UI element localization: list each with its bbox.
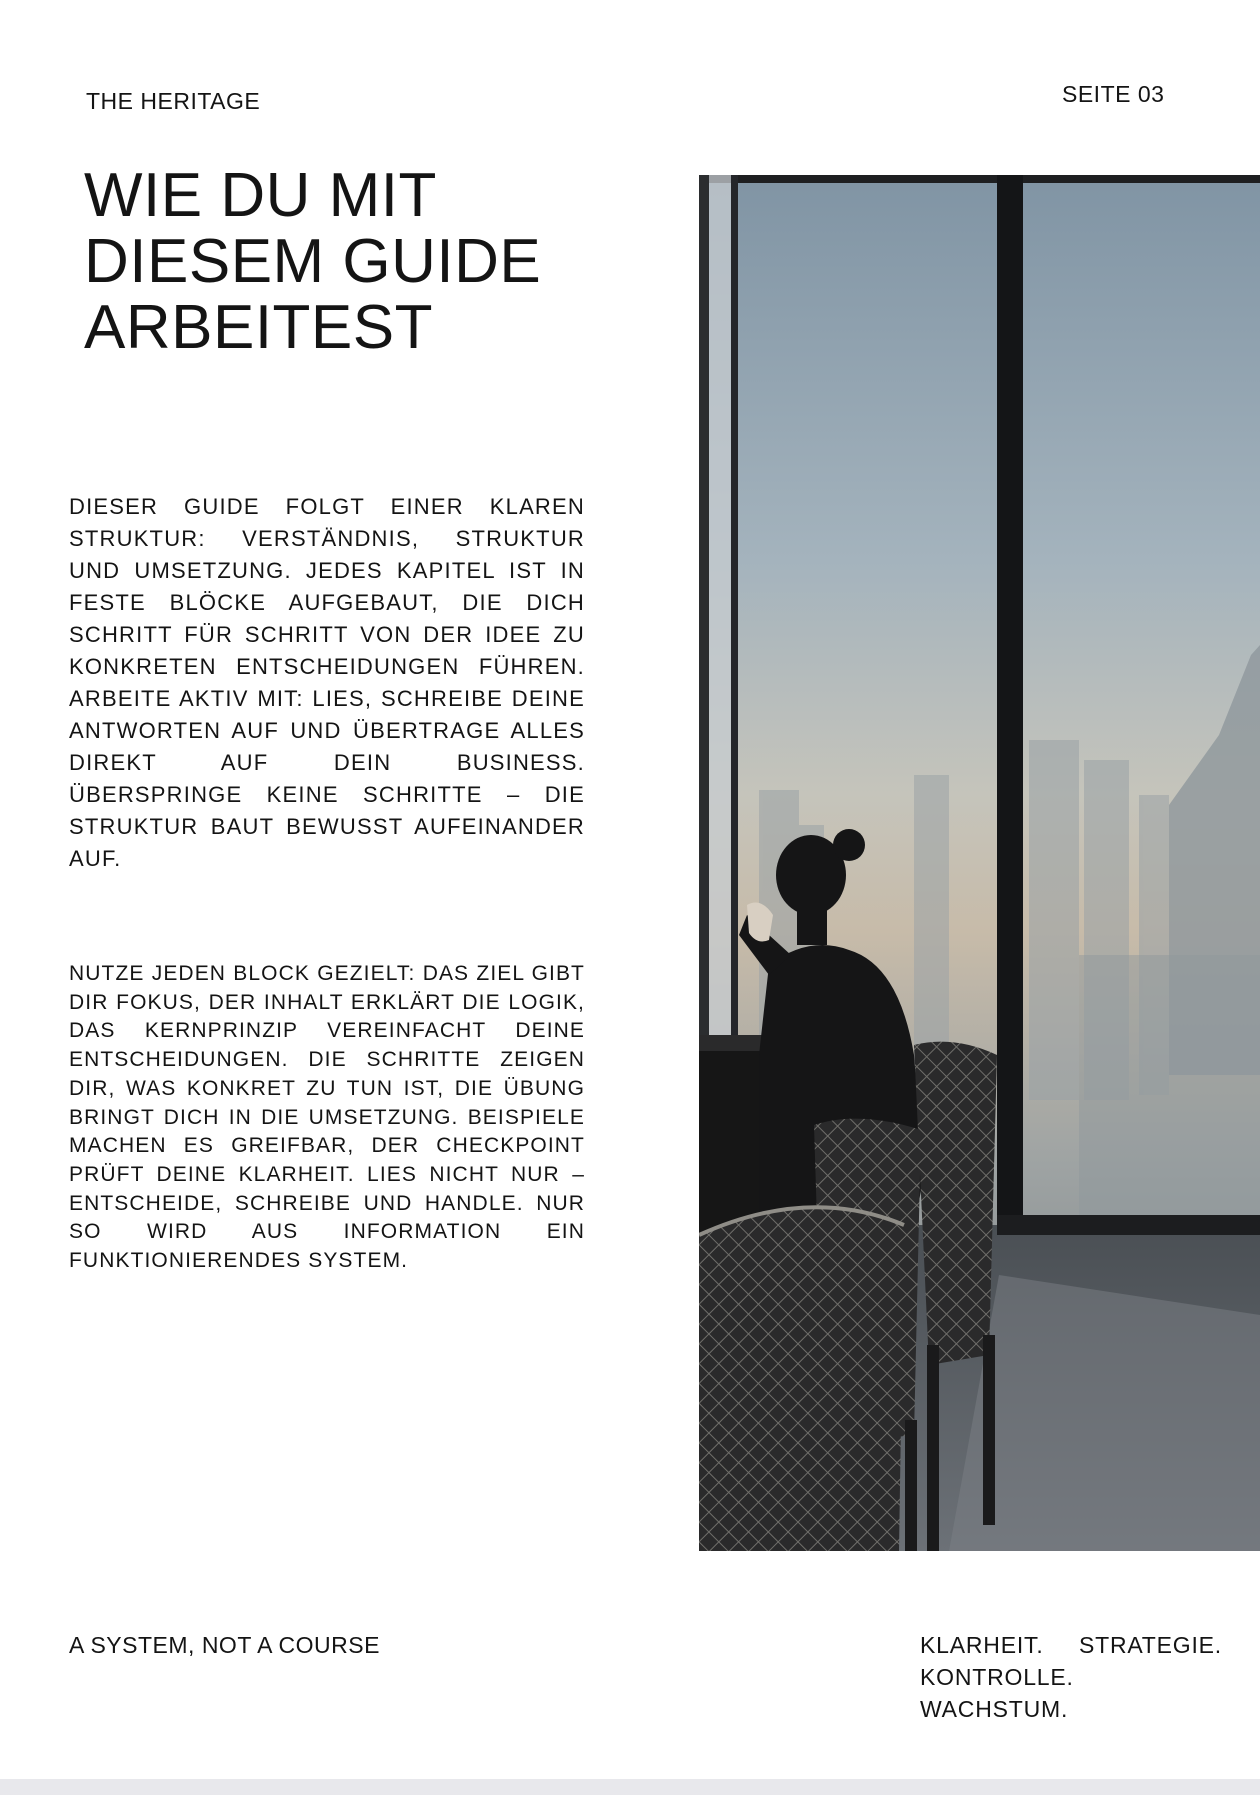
page-title-line-1: WIE DU MIT — [84, 161, 437, 230]
page-title-line-3: ARBEITEST — [84, 293, 434, 362]
footer-values-line-2: KONTROLLE. WACHSTUM. — [920, 1664, 1074, 1722]
page-number: SEITE 03 — [1062, 81, 1165, 107]
page-title-line-2: DIESEM GUIDE — [84, 227, 542, 296]
footer-values — [920, 1629, 1222, 1725]
brand-name: THE HERITAGE — [86, 88, 261, 114]
footer-values-line-1: KLARHEIT. STRATEGIE. — [920, 1632, 1222, 1658]
bottom-edge-bar — [0, 1779, 1260, 1795]
page-title — [84, 163, 644, 361]
hero-photo — [699, 175, 1260, 1551]
body-paragraph-1: DIESER GUIDE FOLGT EINER KLAREN STRUKTUR: VERSTÄNDNIS, STRUKTUR UND UMSETZUNG. JEDES KAPITEL IST IN FESTE BLÖCKE AUFGEBAUT, DIE DICH SCHRITT FÜR SCHRITT VON DER IDEE ZU KONKRETEN ENTSCHEIDUNGEN FÜHREN. ARBEITE AKTIV MIT: LIES, SCHREIBE DEINE ANTWORTEN AUF UND ÜBERTRAGE ALLES DIREKT AUF DEIN BUSINESS. ÜBERSPRINGE KEINE SCHRITTE – DIE STRUKTUR BAUT BEWUSST AUFEINANDER AUF. — [69, 494, 585, 871]
footer-tagline: A SYSTEM, NOT A COURSE — [69, 1632, 380, 1658]
body-paragraph-2: NUTZE JEDEN BLOCK GEZIELT: DAS ZIEL GIBT DIR FOKUS, DER INHALT ERKLÄRT DIE LOGIK, DAS KERNPRINZIP VEREINFACHT DEINE ENTSCHEIDUNGEN. DIE SCHRITTE ZEIGEN DIR, WAS KONKRET ZU TUN IST, DIE ÜBUNG BRINGT DICH IN DIE UMSETZUNG. BEISPIELE MACHEN ES GREIFBAR, DER CHECKPOINT PRÜFT DEINE KLARHEIT. LIES NICHT NUR – ENTSCHEIDE, SCHREIBE UND HANDLE. NUR SO WIRD AUS INFORMATION EIN FUNKTIONIERENDES SYSTEM. — [69, 962, 585, 1273]
